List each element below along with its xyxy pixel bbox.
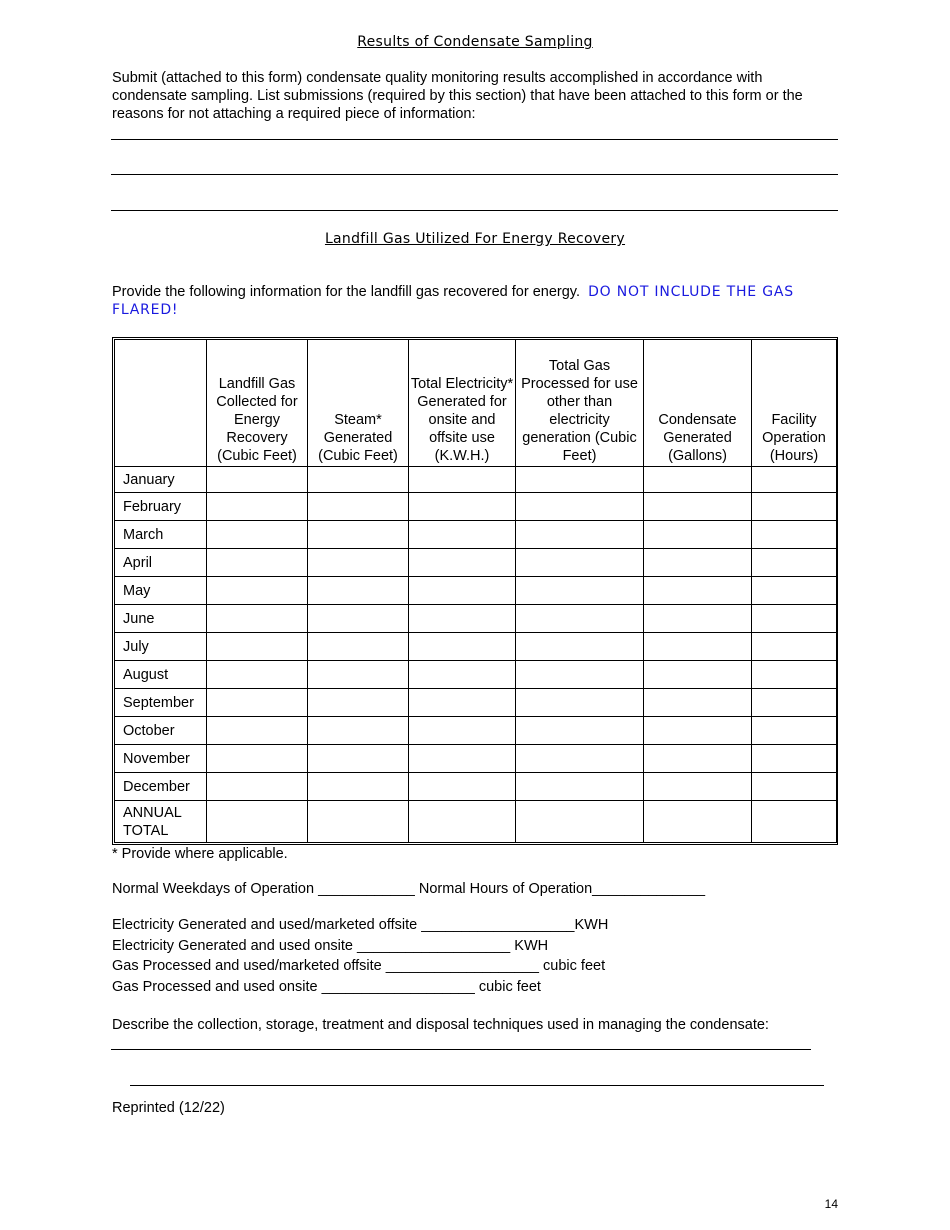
table-cell[interactable] xyxy=(752,745,837,773)
table-cell[interactable] xyxy=(207,493,308,521)
energy-label: Electricity Generated and used onsite xyxy=(112,938,353,954)
energy-recovery-heading: Landfill Gas Utilized For Energy Recovery xyxy=(324,231,626,247)
table-cell[interactable] xyxy=(207,633,308,661)
weekdays-blank[interactable]: ____________ xyxy=(318,881,415,897)
table-cell[interactable] xyxy=(644,773,752,801)
month-label: February xyxy=(115,493,207,521)
condensate-sampling-instructions: Submit (attached to this form) condensate quality monitoring results accomplished in accordance with condensate sampling. List submissions (required by this section) that have been attached to this form or the reasons for not attaching a required piece of information: xyxy=(112,70,803,122)
table-cell[interactable] xyxy=(516,521,644,549)
energy-line-4 xyxy=(112,978,541,996)
table-cell[interactable] xyxy=(308,467,409,493)
table-cell[interactable] xyxy=(644,745,752,773)
table-cell[interactable] xyxy=(308,801,409,843)
table-row xyxy=(115,661,837,689)
energy-recovery-table xyxy=(112,337,838,845)
table-cell[interactable] xyxy=(752,717,837,745)
condensate-describe-label: Describe the collection, storage, treatment and disposal techniques used in managing the condensate: xyxy=(112,1017,769,1033)
table-row xyxy=(115,521,837,549)
table-cell[interactable] xyxy=(308,745,409,773)
table-row xyxy=(115,745,837,773)
condensate-sampling-heading: Results of Condensate Sampling xyxy=(357,34,593,50)
table-cell[interactable] xyxy=(516,633,644,661)
annual-total-row xyxy=(115,801,837,843)
table-cell[interactable] xyxy=(409,577,516,605)
table-cell[interactable] xyxy=(207,549,308,577)
answer-line-3[interactable] xyxy=(111,210,838,211)
month-label: December xyxy=(115,773,207,801)
table-cell[interactable] xyxy=(516,745,644,773)
energy-blank[interactable]: ___________________ xyxy=(421,917,575,933)
table-cell[interactable] xyxy=(308,773,409,801)
table-cell[interactable] xyxy=(409,493,516,521)
table-cell[interactable] xyxy=(644,661,752,689)
month-label: June xyxy=(115,605,207,633)
table-cell[interactable] xyxy=(308,661,409,689)
table-cell[interactable] xyxy=(409,549,516,577)
table-cell[interactable] xyxy=(516,549,644,577)
header-steam: Steam* Generated (Cubic Feet) xyxy=(308,340,409,467)
table-cell[interactable] xyxy=(207,577,308,605)
table-cell[interactable] xyxy=(207,605,308,633)
energy-blank[interactable]: ___________________ xyxy=(385,958,540,974)
month-label: November xyxy=(115,745,207,773)
month-label: April xyxy=(115,549,207,577)
annual-total-label: ANNUAL TOTAL xyxy=(115,801,207,843)
energy-line-1 xyxy=(112,916,608,934)
describe-line-1[interactable] xyxy=(111,1049,811,1050)
hours-label: Normal Hours of Operation xyxy=(418,881,593,897)
table-cell[interactable] xyxy=(752,633,837,661)
table-cell[interactable] xyxy=(207,661,308,689)
table-cell[interactable] xyxy=(308,633,409,661)
hours-blank[interactable]: ______________ xyxy=(592,881,706,897)
table-cell[interactable] xyxy=(516,467,644,493)
energy-unit: cubic feet xyxy=(478,979,541,995)
table-cell[interactable] xyxy=(207,521,308,549)
table-cell[interactable] xyxy=(516,577,644,605)
table-cell[interactable] xyxy=(409,717,516,745)
table-row xyxy=(115,493,837,521)
month-label: October xyxy=(115,717,207,745)
table-cell[interactable] xyxy=(207,467,308,493)
table-cell[interactable] xyxy=(644,467,752,493)
table-cell[interactable] xyxy=(207,717,308,745)
table-cell[interactable] xyxy=(752,661,837,689)
table-cell[interactable] xyxy=(409,801,516,843)
table-cell[interactable] xyxy=(409,773,516,801)
warning-text: DO NOT INCLUDE THE GAS FLARED! xyxy=(112,284,794,318)
table-cell[interactable] xyxy=(308,689,409,717)
table-cell[interactable] xyxy=(308,605,409,633)
table-cell[interactable] xyxy=(752,493,837,521)
month-label: March xyxy=(115,521,207,549)
table-row xyxy=(115,577,837,605)
table-cell[interactable] xyxy=(308,549,409,577)
table-cell[interactable] xyxy=(752,605,837,633)
energy-unit: cubic feet xyxy=(543,958,606,974)
header-condensate: Condensate Generated (Gallons) xyxy=(644,340,752,467)
header-gas-processed: Total Gas Processed for use other than electricity generation (Cubic Feet) xyxy=(516,340,644,467)
table-cell[interactable] xyxy=(308,577,409,605)
table-cell[interactable] xyxy=(516,773,644,801)
energy-blank[interactable]: ___________________ xyxy=(321,979,475,995)
answer-line-2[interactable] xyxy=(111,174,838,175)
table-cell[interactable] xyxy=(409,661,516,689)
describe-line-2[interactable] xyxy=(130,1085,824,1086)
table-cell[interactable] xyxy=(752,689,837,717)
energy-blank[interactable]: ___________________ xyxy=(357,938,511,954)
table-row xyxy=(115,773,837,801)
energy-unit: KWH xyxy=(514,938,549,954)
month-label: July xyxy=(115,633,207,661)
month-label: May xyxy=(115,577,207,605)
energy-label: Gas Processed and used/marketed offsite xyxy=(112,958,382,974)
table-cell[interactable] xyxy=(409,605,516,633)
table-row xyxy=(115,689,837,717)
table-row xyxy=(115,467,837,493)
table-cell[interactable] xyxy=(644,549,752,577)
energy-label: Electricity Generated and used/marketed offsite xyxy=(112,917,418,933)
energy-unit: KWH xyxy=(574,917,609,933)
table-cell[interactable] xyxy=(516,661,644,689)
answer-line-1[interactable] xyxy=(111,139,838,140)
table-cell[interactable] xyxy=(752,773,837,801)
table-cell[interactable] xyxy=(752,549,837,577)
table-cell[interactable] xyxy=(409,521,516,549)
table-cell[interactable] xyxy=(207,689,308,717)
table-cell[interactable] xyxy=(644,521,752,549)
weekdays-label: Normal Weekdays of Operation xyxy=(112,881,315,897)
table-cell[interactable] xyxy=(644,689,752,717)
header-month xyxy=(115,340,207,467)
table-cell[interactable] xyxy=(308,493,409,521)
table-row xyxy=(115,633,837,661)
table-cell[interactable] xyxy=(516,689,644,717)
header-electricity: Total Electricity* Generated for onsite and offsite use (K.W.H.) xyxy=(409,340,516,467)
table-cell[interactable] xyxy=(516,493,644,521)
table-row xyxy=(115,549,837,577)
header-landfill-gas: Landfill Gas Collected for Energy Recovery (Cubic Feet) xyxy=(207,340,308,467)
table-cell[interactable] xyxy=(752,801,837,843)
table-cell[interactable] xyxy=(644,801,752,843)
table-cell[interactable] xyxy=(644,493,752,521)
table-cell[interactable] xyxy=(516,605,644,633)
table-cell[interactable] xyxy=(308,521,409,549)
energy-line-2 xyxy=(112,937,548,955)
table-header-row xyxy=(115,340,837,467)
table-row xyxy=(115,605,837,633)
month-label: September xyxy=(115,689,207,717)
table-cell[interactable] xyxy=(752,521,837,549)
instructions-text: Provide the following information for the landfill gas recovered for energy. xyxy=(112,284,581,300)
table-cell[interactable] xyxy=(516,717,644,745)
table-cell[interactable] xyxy=(644,577,752,605)
month-label: January xyxy=(115,467,207,493)
table-cell[interactable] xyxy=(644,633,752,661)
energy-label: Gas Processed and used onsite xyxy=(112,979,318,995)
table-footnote: * Provide where applicable. xyxy=(112,846,288,862)
operation-line xyxy=(112,880,705,898)
table-cell[interactable] xyxy=(308,717,409,745)
table-cell[interactable] xyxy=(409,689,516,717)
page-number: 14 xyxy=(824,1197,838,1211)
table-cell[interactable] xyxy=(752,577,837,605)
table-cell[interactable] xyxy=(644,717,752,745)
energy-line-3 xyxy=(112,957,605,975)
energy-recovery-instructions xyxy=(112,283,842,319)
table-cell[interactable] xyxy=(207,801,308,843)
table-cell[interactable] xyxy=(207,745,308,773)
table-cell[interactable] xyxy=(409,745,516,773)
table-cell[interactable] xyxy=(409,467,516,493)
header-facility-operation: Facility Operation (Hours) xyxy=(752,340,837,467)
table-cell[interactable] xyxy=(409,633,516,661)
table-cell[interactable] xyxy=(516,801,644,843)
table-cell[interactable] xyxy=(752,467,837,493)
month-label: August xyxy=(115,661,207,689)
table-cell[interactable] xyxy=(207,773,308,801)
table-row xyxy=(115,717,837,745)
table-cell[interactable] xyxy=(644,605,752,633)
reprinted-note: Reprinted (12/22) xyxy=(112,1100,225,1116)
